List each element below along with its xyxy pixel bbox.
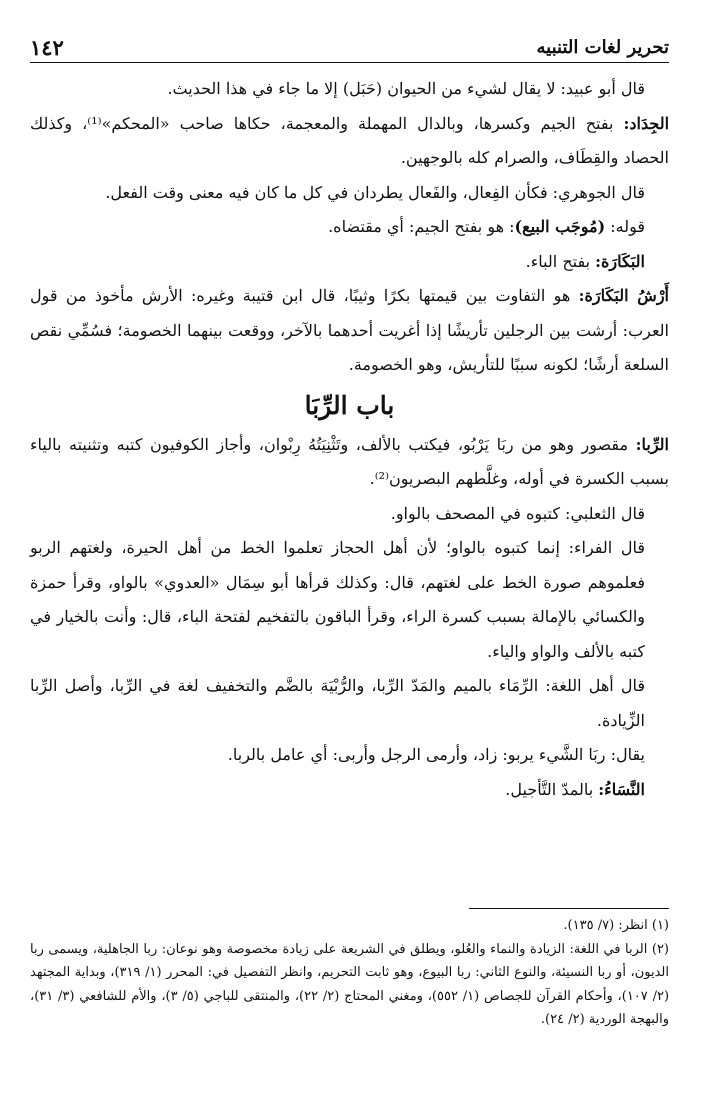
paragraph-text: بفتح الجيم وكسرها، وبالدال المهملة والمعجمة، حكاها صاحب «المحكم»⁽¹⁾، وكذلك الحصاد والقِطَاف، والصرام كله بالوجهين. <box>30 113 669 167</box>
page-number: ١٤٢ <box>30 34 64 60</box>
paragraph <box>30 773 669 808</box>
paragraph-text: قوله: <box>605 217 645 236</box>
paragraph <box>30 428 669 497</box>
paragraph <box>30 531 669 669</box>
footnote-separator <box>469 908 669 909</box>
paragraph-text: بالمدّ التَّأجيل. <box>505 779 599 799</box>
term: أَرْشُ البَكَارَة: <box>578 286 669 305</box>
term: النَّسَاءُ: <box>598 779 645 799</box>
term: الرِّبا: <box>635 434 669 454</box>
paragraph-text: قال الفراء: إنما كتبوه بالواو؛ لأن أهل الحجاز تعلموا الخط من أهل الحيرة، ولغتهم الربو فعلموهم صورة الخط على لغتهم، قال: وكذلك قرأها أبو سِمَال «العدوي» بالواو، وقرأ حمزة والكسائي بالإمالة بسبب كسرة الراء، وقرأ الباقون بالتفخيم لفتحة الباء، قال: وأنت بالخيار في كتبه بالألف والواو والياء. <box>30 538 645 661</box>
paragraph <box>30 210 669 245</box>
paragraph-text: قال أبو عبيد: لا يقال لشيء من الحيوان (حَبَل) إلا ما جاء في هذا الحديث. <box>167 79 645 98</box>
running-title: تحرير لغات التنبيه <box>536 36 669 58</box>
paragraph-text: يقال: ربَا الشَّيء يربو: زاد، وأرمى الرجل وأربى: أي عامل بالربا. <box>227 745 645 764</box>
paragraph-text: قال الثعلبي: كتبوه في المصحف بالواو. <box>390 503 645 523</box>
paragraph-text: قال الجوهري: فكأن الفِعال، والفَعال يطردان في كل ما كان فيه معنى وقت الفعل. <box>105 182 645 202</box>
footnote: (١) انظر: (٧/ ١٣٥). <box>563 918 669 933</box>
header-rule <box>30 62 669 63</box>
paragraph-text: مقصور وهو من ربَا يَرْبُو، فيكتب بالألف، وتَثْنِيَتُهُ رِبْوان، وأجاز الكوفيون كتبه وتثنيته بالياء بسبب الكسرة في أوله، وغلَّطهم البصريون⁽²⁾. <box>30 434 669 488</box>
footnote: (٢) الربا في اللغة: الزيادة والنماء والعُلو، ويطلق في الشريعة على زيادة مخصوصة وهو نوعان: ربا الجاهلية، ويسمى ربا الديون، أو ربا النسيئة، والنوع الثاني: ربا البيوع، وهو ثابت التحريم، وانظر التفصيل في: المحرر (١/ ٣١٩)، وبداية المجتهد (٢/ ١٠٧)، وأحكام القرآن للجصاص (١/ ٥٥٢)، ومغني المحتاج (٢/ ٢٢)، والمنتقى للباجي (٥/ ٣)، والأم للشافعي (٣/ ٣١)، والبهجة الوردية (٢/ ٢٤). <box>30 941 670 1027</box>
paragraph-text: : هو بفتح الجيم: أي مقتضاه. <box>328 217 515 236</box>
paragraph <box>30 279 669 383</box>
paragraph-text: قال أهل اللغة: الرِّمَاء بالميم والمَدّ الرِّبا، والرُّبْيَة بالضَّم والتخفيف لغة في الرِّبا، وأصل الرِّبا الزِّيادة. <box>30 676 645 730</box>
page-header <box>30 32 669 62</box>
main-text <box>30 72 669 807</box>
paragraph-text: بفتح الباء. <box>525 251 596 271</box>
term: البَكَارَة: <box>595 251 645 271</box>
paragraph <box>30 107 669 176</box>
term: الجِدَاد: <box>623 113 670 133</box>
paragraph <box>30 176 669 211</box>
chapter-title: باب الرِّبَا <box>304 390 395 420</box>
term: (مُوجَب البيع) <box>514 217 606 236</box>
paragraph <box>30 497 669 532</box>
paragraph <box>30 669 669 738</box>
paragraph <box>30 245 669 280</box>
paragraph <box>30 738 669 773</box>
paragraph-text: هو التفاوت بين قيمتها بكرًا وثيبًا، قال ابن قتيبة وغيره: الأرش مأخوذ من قول العرب: أرشت بين الرجلين تأريشًا إذا أغريت أحدهما بالآخر، ووقعت بينهما الخصومة؛ فسُمِّي نقص السلعة أرشًا؛ لكونه سببًا للتأريش، وهو الخصومة. <box>30 286 669 374</box>
paragraph <box>30 72 669 107</box>
footnotes <box>30 914 669 1032</box>
